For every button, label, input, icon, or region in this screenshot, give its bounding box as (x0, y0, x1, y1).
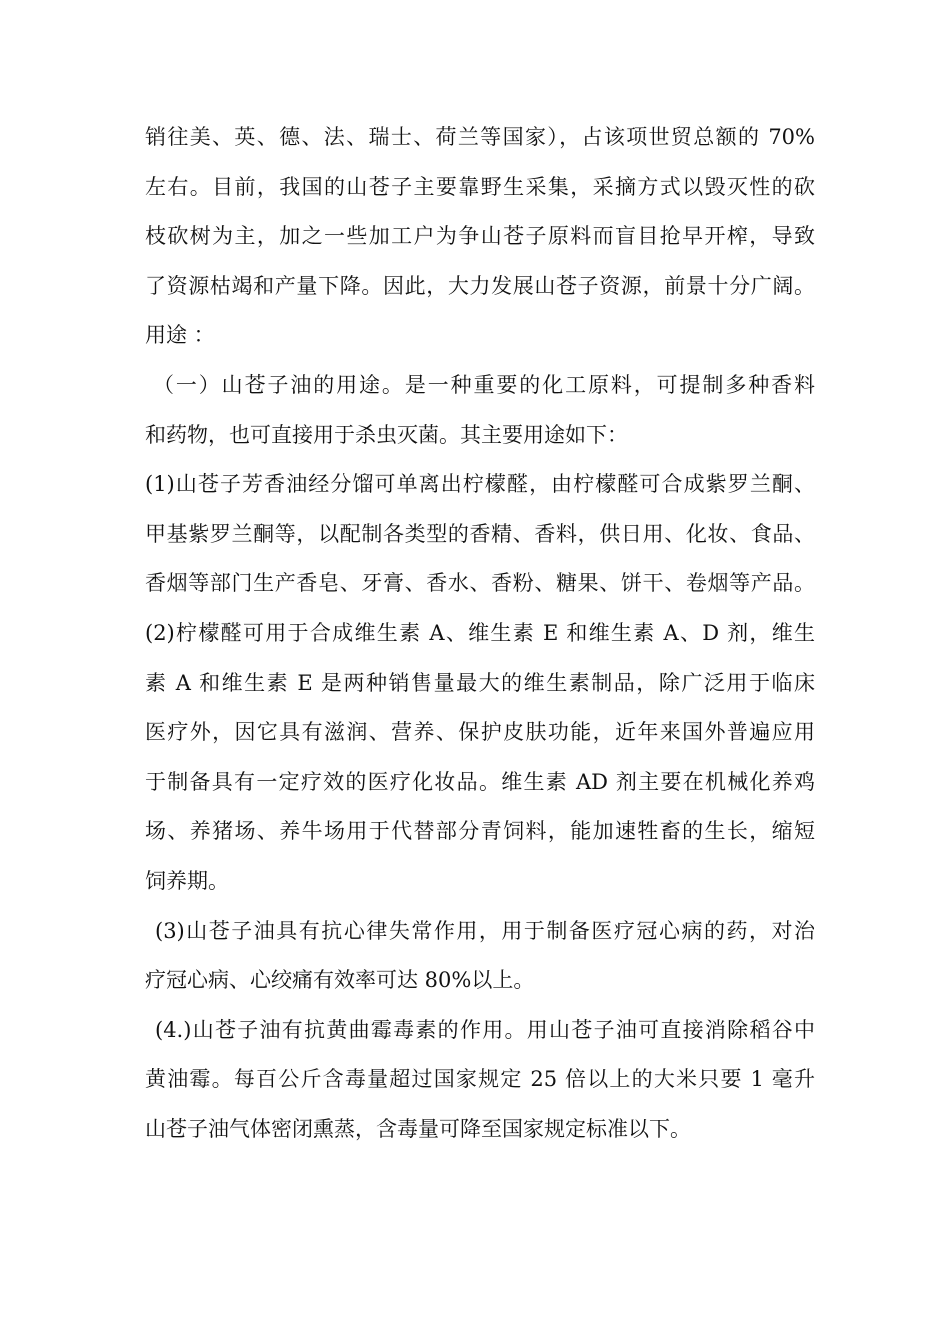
text-line: 左右。目前，我国的山苍子主要靠野生采集，采摘方式以毁灭性的砍 (145, 174, 815, 199)
text-line: 场、养猪场、养牛场用于代替部分青饲料，能加速牲畜的生长，缩短 (145, 819, 815, 844)
text-line: 和药物，也可直接用于杀虫灭菌。其主要用途如下： (145, 422, 628, 447)
text-line: 医疗外，因它具有滋润、营养、保护皮肤功能，近年来国外普遍应用 (145, 720, 815, 745)
text-line: 销往美、英、德、法、瑞士、荷兰等国家），占该项世贸总额的 70% (145, 125, 815, 149)
text-line: (1)山苍子芳香油经分馏可单离出柠檬醛，由柠檬醛可合成紫罗兰酮、 (145, 472, 815, 497)
text-line: (3)山苍子油具有抗心律失常作用，用于制备医疗冠心病的药，对治 (155, 918, 815, 943)
text-line: 山苍子油气体密闭熏蒸，含毒量可降至国家规定标准以下。 (145, 1116, 691, 1141)
text-line: (2)柠檬醛可用于合成维生素 A、维生素 E 和维生素 A、D 剂，维生 (145, 620, 815, 645)
text-line: (4.)山苍子油有抗黄曲霉毒素的作用。用山苍子油可直接消除稻谷中 (155, 1017, 815, 1042)
text-line: 枝砍树为主，加之一些加工户为争山苍子原料而盲目抢早开榨，导致 (145, 224, 815, 249)
text-line: 黄油霉。每百公斤含毒量超过国家规定 25 倍以上的大米只要 1 毫升 (145, 1067, 815, 1092)
text-line: （一）山苍子油的用途。是一种重要的化工原料，可提制多种香料 (153, 372, 815, 397)
text-line: 饲养期。 (145, 868, 229, 893)
text-line: 香烟等部门生产香皂、牙膏、香水、香粉、糖果、饼干、卷烟等产品。 (145, 571, 815, 596)
text-line: 疗冠心病、心绞痛有效率可达 80%以上。 (145, 968, 535, 993)
text-line: 素 A 和维生素 E 是两种销售量最大的维生素制品，除广泛用于临床 (145, 670, 815, 695)
text-line: 甲基紫罗兰酮等，以配制各类型的香精、香料，供日用、化妆、食品、 (145, 521, 815, 546)
section-heading: 用途 ： (145, 323, 215, 348)
text-line: 了资源枯竭和产量下降。因此，大力发展山苍子资源，前景十分广阔。 (145, 273, 815, 298)
text-line: 于制备具有一定疗效的医疗化妆品。维生素 AD 剂主要在机械化养鸡 (145, 769, 815, 794)
body-text (145, 113, 815, 1154)
